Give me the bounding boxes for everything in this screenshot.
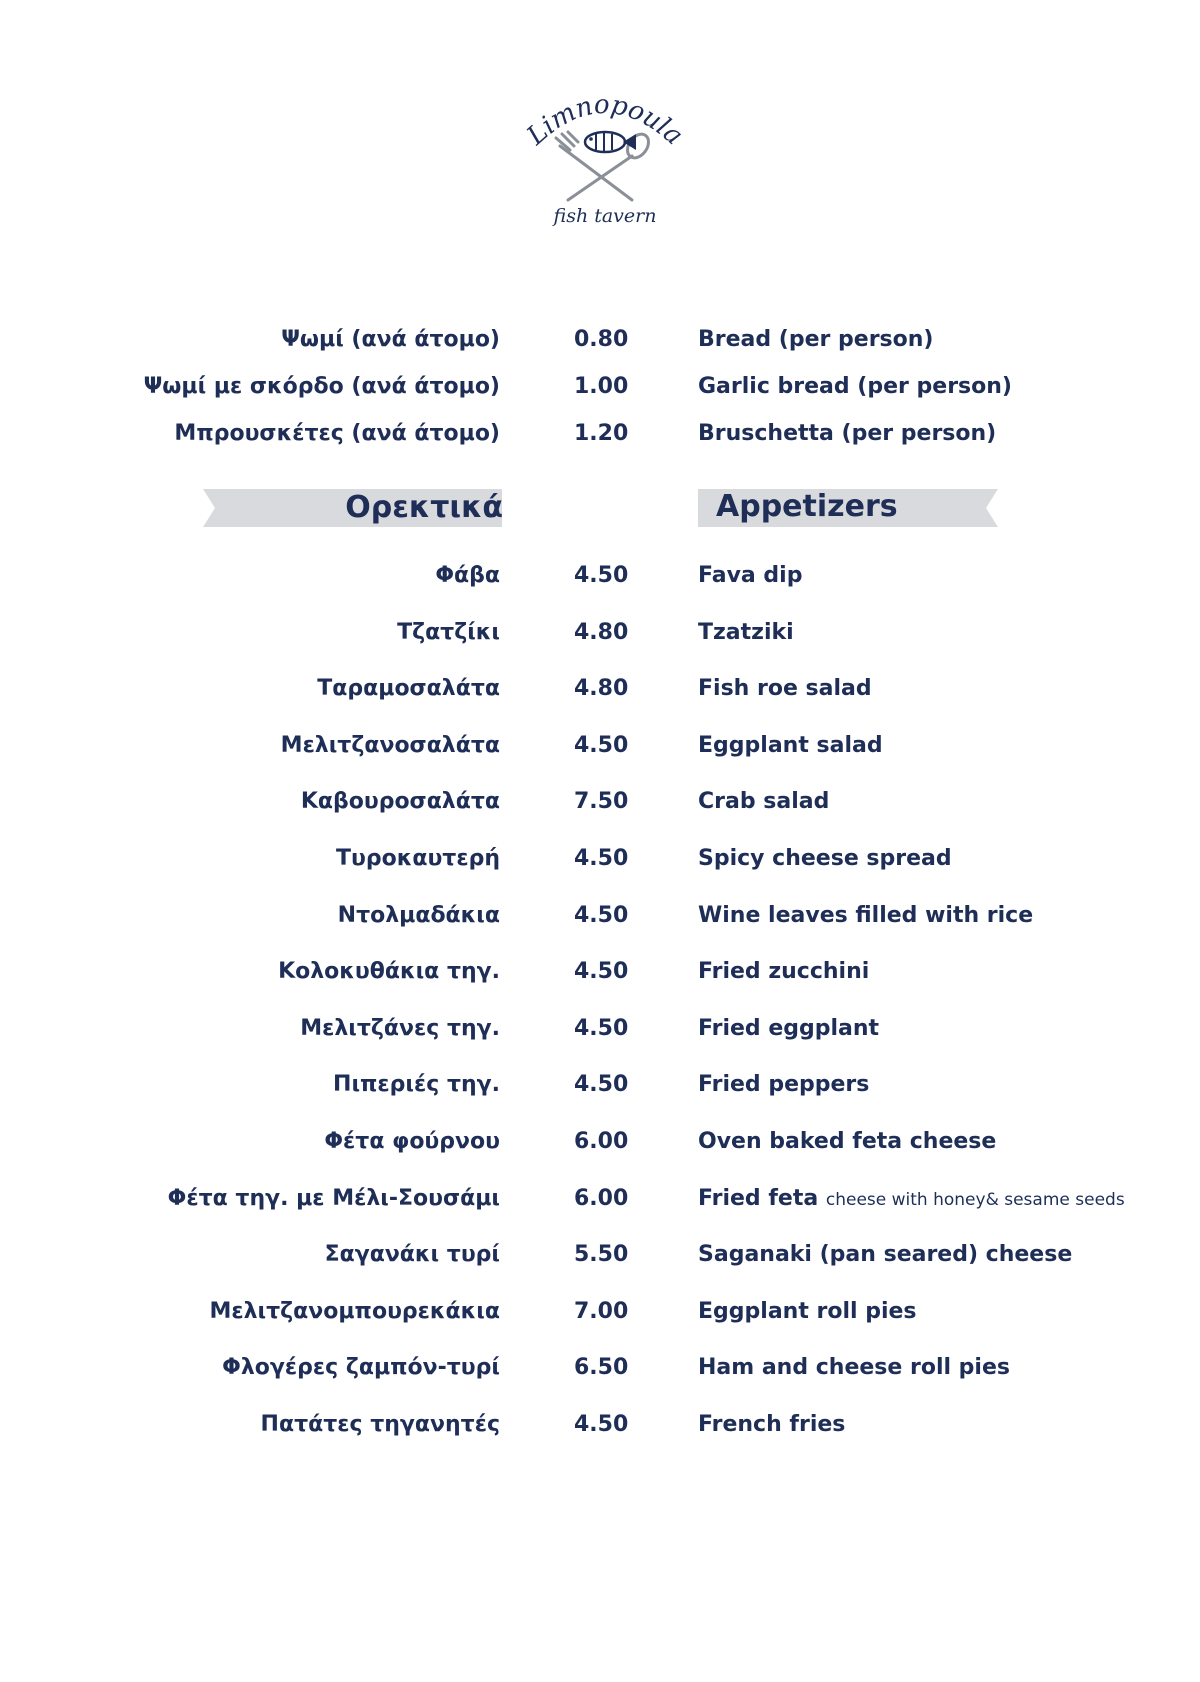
menu-item-row [0, 613, 1200, 653]
item-name-greek: Τζατζίκι [397, 619, 500, 645]
item-name-greek: Ψωμί με σκόρδο (ανά άτομο) [143, 374, 500, 399]
menu-item-row [0, 669, 1200, 709]
item-name-greek: Μπρουσκέτες (ανά άτομο) [174, 421, 500, 446]
item-name-english-wrap [698, 896, 1033, 936]
item-price: 6.00 [574, 1129, 629, 1154]
item-name-greek: Ψωμί (ανά άτομο) [281, 327, 500, 352]
item-name-english-wrap [698, 669, 872, 709]
menu-item-row [0, 726, 1200, 766]
item-price: 0.80 [574, 327, 629, 352]
item-name-english-wrap [698, 726, 883, 766]
item-name-greek: Πατάτες τηγανητές [260, 1412, 500, 1437]
item-name-english-wrap [698, 320, 933, 360]
menu-item-row [0, 1179, 1200, 1219]
item-name-english: Spicy cheese spread [698, 846, 952, 871]
menu-item-row [0, 896, 1200, 936]
item-name-english: Fried feta [698, 1185, 819, 1211]
item-name-english: Bread (per person) [698, 327, 934, 352]
item-name-greek: Μελιτζανοσαλάτα [280, 732, 500, 758]
item-name-greek: Μελιτζάνες τηγ. [300, 1015, 500, 1041]
item-price: 4.50 [574, 959, 629, 985]
item-price: 4.50 [574, 902, 629, 928]
item-price: 7.50 [574, 789, 629, 815]
item-name-greek: Κολοκυθάκια τηγ. [278, 959, 500, 985]
logo-graphic [520, 88, 690, 228]
item-name-english: French fries [698, 1412, 846, 1437]
logo-name: Limnopoula [521, 89, 689, 152]
menu-item-row [0, 1405, 1200, 1445]
item-name-english-wrap [698, 1009, 879, 1049]
menu-item-row [0, 556, 1200, 596]
menu-item-row [0, 320, 1200, 360]
item-price: 4.50 [574, 732, 629, 758]
item-price: 4.50 [574, 1015, 629, 1041]
item-name-greek: Μελιτζανομπουρεκάκια [209, 1298, 500, 1324]
item-name-english-wrap [698, 1348, 1010, 1388]
menu-item-row [0, 952, 1200, 992]
item-price: 6.00 [574, 1185, 629, 1211]
item-name-english: Fried zucchini [698, 959, 870, 985]
item-name-english-wrap [698, 839, 952, 879]
item-price: 4.50 [574, 1412, 629, 1437]
menu-item-row [0, 1235, 1200, 1275]
item-name-english-wrap [698, 952, 869, 992]
item-description-english: cheese with honey& sesame seeds [825, 1189, 1125, 1210]
item-price: 7.00 [574, 1298, 629, 1324]
item-name-english: Fish roe salad [698, 676, 872, 702]
item-name-english-wrap [698, 367, 1012, 407]
item-name-english-wrap [698, 1065, 869, 1105]
item-name-english: Fava dip [698, 563, 803, 588]
item-name-english-wrap [698, 1122, 996, 1162]
section-title-english: Appetizers [716, 489, 898, 524]
item-price: 5.50 [574, 1242, 629, 1268]
item-name-english-wrap [698, 782, 829, 822]
item-name-english: Garlic bread (per person) [698, 374, 1012, 399]
item-name-greek: Φάβα [435, 563, 500, 588]
menu-item-row [0, 839, 1200, 879]
item-price: 4.50 [574, 563, 629, 588]
item-name-greek: Τυροκαυτερή [335, 846, 500, 871]
item-name-english-wrap [698, 1235, 1072, 1275]
item-name-greek: Πιπεριές τηγ. [333, 1072, 500, 1098]
item-name-english: Tzatziki [698, 619, 794, 645]
item-name-english-wrap [698, 1179, 1125, 1220]
menu-item-row [0, 367, 1200, 407]
item-name-english: Saganaki (pan seared) cheese [698, 1242, 1073, 1268]
item-price: 4.80 [574, 619, 629, 645]
item-name-english: Eggplant salad [698, 732, 883, 758]
menu-item-row [0, 1292, 1200, 1332]
menu-item-row [0, 414, 1200, 454]
item-name-greek: Ντολμαδάκια [337, 902, 500, 928]
menu-item-row [0, 1009, 1200, 1049]
item-name-english-wrap [698, 1405, 845, 1445]
item-price: 6.50 [574, 1355, 629, 1381]
item-price: 1.00 [574, 374, 629, 399]
item-name-greek: Καβουροσαλάτα [300, 789, 500, 815]
menu-item-row [0, 1065, 1200, 1105]
item-name-greek: Φέτα τηγ. με Μέλι-Σουσάμι [167, 1185, 500, 1211]
item-name-english: Oven baked feta cheese [698, 1129, 997, 1154]
item-name-english: Crab salad [698, 789, 830, 815]
menu-item-row [0, 1122, 1200, 1162]
item-name-greek: Ταραμοσαλάτα [317, 676, 500, 702]
menu-item-row [0, 1348, 1200, 1388]
item-price: 4.80 [574, 676, 629, 702]
item-price: 1.20 [574, 421, 629, 446]
item-name-english-wrap [698, 556, 802, 596]
item-name-english: Fried eggplant [698, 1015, 880, 1041]
item-price: 4.50 [574, 846, 629, 871]
item-name-english: Wine leaves filled with rice [698, 902, 1034, 928]
item-name-english: Ham and cheese roll pies [698, 1355, 1010, 1381]
item-name-english-wrap [698, 414, 996, 454]
logo-subtitle: fish tavern [553, 205, 657, 227]
item-name-greek: Σαγανάκι τυρί [324, 1242, 500, 1268]
section-title-greek: Ορεκτικά [345, 490, 503, 525]
item-name-english: Bruschetta (per person) [698, 421, 997, 446]
item-price: 4.50 [574, 1072, 629, 1098]
tavern-logo [520, 88, 690, 228]
item-name-english: Fried peppers [698, 1072, 870, 1098]
menu-item-row [0, 782, 1200, 822]
item-name-greek: Φλογέρες ζαμπόν-τυρί [222, 1355, 500, 1381]
item-name-greek: Φέτα φούρνου [324, 1129, 500, 1154]
item-name-english-wrap [698, 1292, 917, 1332]
item-name-english-wrap [698, 613, 794, 653]
item-name-english: Eggplant roll pies [698, 1298, 917, 1324]
